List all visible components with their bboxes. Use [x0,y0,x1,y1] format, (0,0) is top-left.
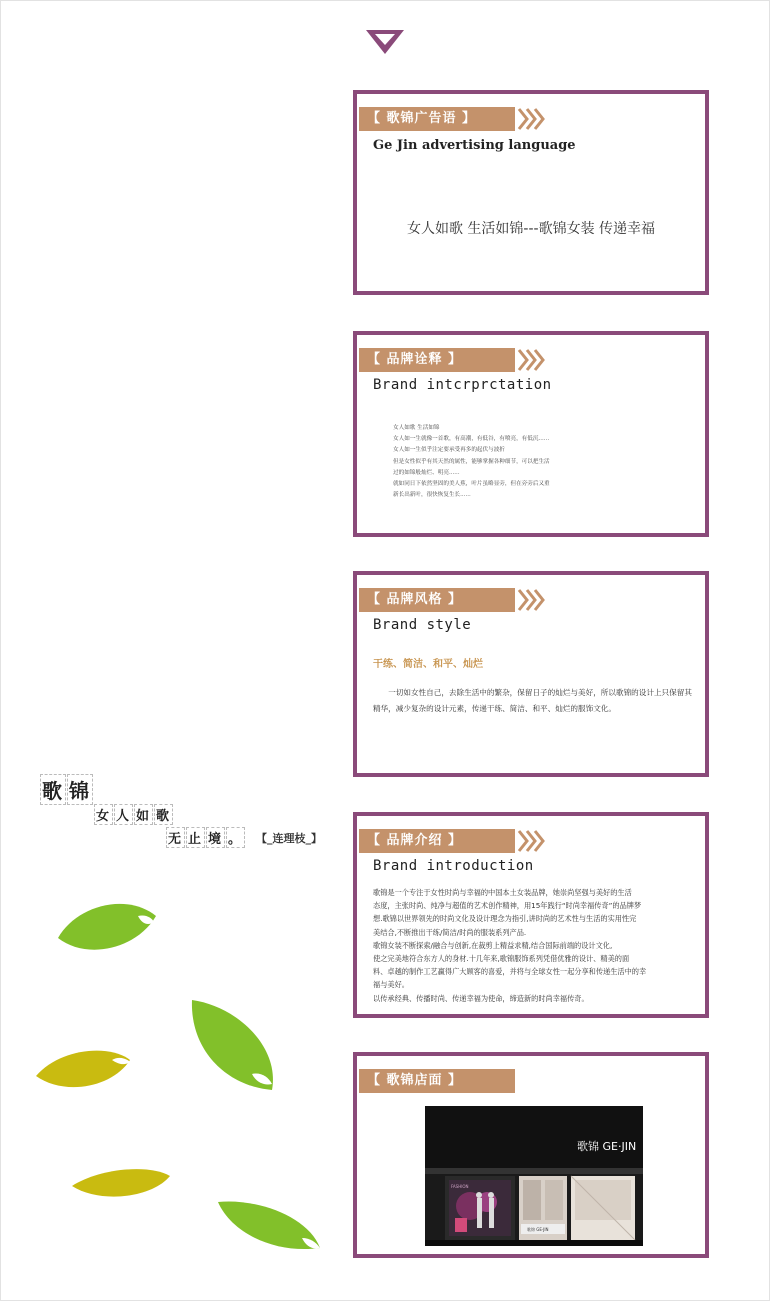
side-poem-line-2 [166,827,246,848]
side-char: 锦 [67,774,93,805]
olive-leaf-icon [70,1166,174,1204]
panel-brand-introduction [353,812,709,1018]
panel-subtitle: Ge Jin advertising language [373,138,576,153]
text-line: 料、卓越的制作工艺赢得广大顾客的喜爱，并将与全球女性一起分享和传递生活中的幸 [373,967,647,977]
side-char: 歌 [40,774,66,805]
side-signature: 【_连理枝_】 [256,832,322,845]
store-front-image [425,1106,643,1246]
store-sign: 歌锦 GE·JIN [577,1140,637,1153]
text-line: 使之完美地符合东方人的身材.十几年来,歌锦服饰系列凭借优雅的设计、精美的面 [373,954,630,964]
panel-tag: 【 品牌风格 】 [359,588,515,612]
panel-tag: 【 品牌介绍 】 [359,829,515,853]
green-leaf-icon [186,996,282,1096]
side-char: 如 [134,804,153,825]
text-line: 女人如歌 生活如锦 [393,425,440,431]
side-char: 女 [94,804,113,825]
text-line: 歌锦是一个专注于女性时尚与幸福的中国本土女装品牌，她崇尚坚强与美好的生活 [373,888,632,897]
panel-store [353,1052,709,1258]
olive-leaf-icon [34,1046,134,1096]
text-line: 过的如锦般灿烂、明亮...... [393,469,460,476]
chevron-arrows-icon [517,829,547,853]
style-description: 一切如女性自己，去除生活中的繁杂，保留日子的灿烂与美好，所以歌锦的设计上只保留其精华，减少复杂的设计元素，传递干练、简洁、和平、灿烂的服饰文化。 [373,688,692,713]
scroll-down-arrow-icon[interactable] [366,30,404,56]
brand-slogan: 女人如歌 生活如锦---歌锦女装 传递幸福 [406,221,656,237]
side-char: 歌 [154,804,173,825]
side-char: 无 [166,827,185,848]
side-char: 境 [206,827,225,848]
panel-brand-style [353,571,709,777]
panel-advertising [353,90,709,295]
green-leaf-icon [56,898,160,958]
panel-subtitle: Brand intcrprctation [373,377,552,393]
store-window-label: FASHION [451,1184,469,1189]
side-char: 人 [114,804,133,825]
panel-tag: 【 歌锦广告语 】 [359,107,515,131]
side-char: 。 [226,827,245,848]
chevron-arrows-icon [517,107,547,131]
chevron-arrows-icon [517,348,547,372]
style-keywords: 干练、简洁、和平、灿烂 [373,659,483,670]
text-line: 女人如一生就像一首歌，有高潮，有低谷，有喷亮，有低沉...... [393,436,550,443]
text-line: 以传承经典、传播时尚、传递幸福为使命，缔造新的时尚幸福传奇。 [373,993,589,1003]
text-line: 就如同日下依然坚固的美人蕉，叶片虽略显旁，但在旁旁后又重 [393,481,550,488]
chevron-arrows-icon [517,588,547,612]
text-line: 想.歌锦以世界领先的时尚文化及设计理念为指引,讲时尚的艺术性与生活的实用性完 [373,914,637,924]
panel-brand-interpretation [353,331,709,537]
introduction-text [373,886,695,1005]
side-char: 止 [186,827,205,848]
panel-subtitle: Brand style [373,617,472,633]
text-line: 歌锦女装不断探索/融合与创新,在裁剪上精益求精,结合国际前端的设计文化, [373,940,613,950]
text-line: 态度，主张时尚、纯净与超值的艺术创作精神，用15年践行“时尚幸福传奇”的品牌梦 [373,901,642,911]
side-title [40,774,94,805]
side-poem-line-1 [94,804,174,825]
text-line: 女人如一生似乎注定要承受再多的起伏与波折 [393,447,505,454]
panel-subtitle: Brand introduction [373,858,534,874]
text-line: 新长出新叶，很快恢复生长...... [393,492,471,499]
text-line: 但是女性似乎有其天然的属性，能够掌握各种细节，可以把生活 [393,458,550,465]
interpretation-text [393,423,683,501]
panel-tag: 【 品牌诠释 】 [359,348,515,372]
green-leaf-icon [216,1198,324,1254]
store-counter-label: 歌锦 GE·JIN [527,1227,549,1232]
text-line: 福与美好。 [373,980,409,990]
text-line: 美结合,不断推出干练/简洁/时尚的服装系列产品. [373,927,527,937]
panel-tag: 【 歌锦店面 】 [359,1069,515,1093]
